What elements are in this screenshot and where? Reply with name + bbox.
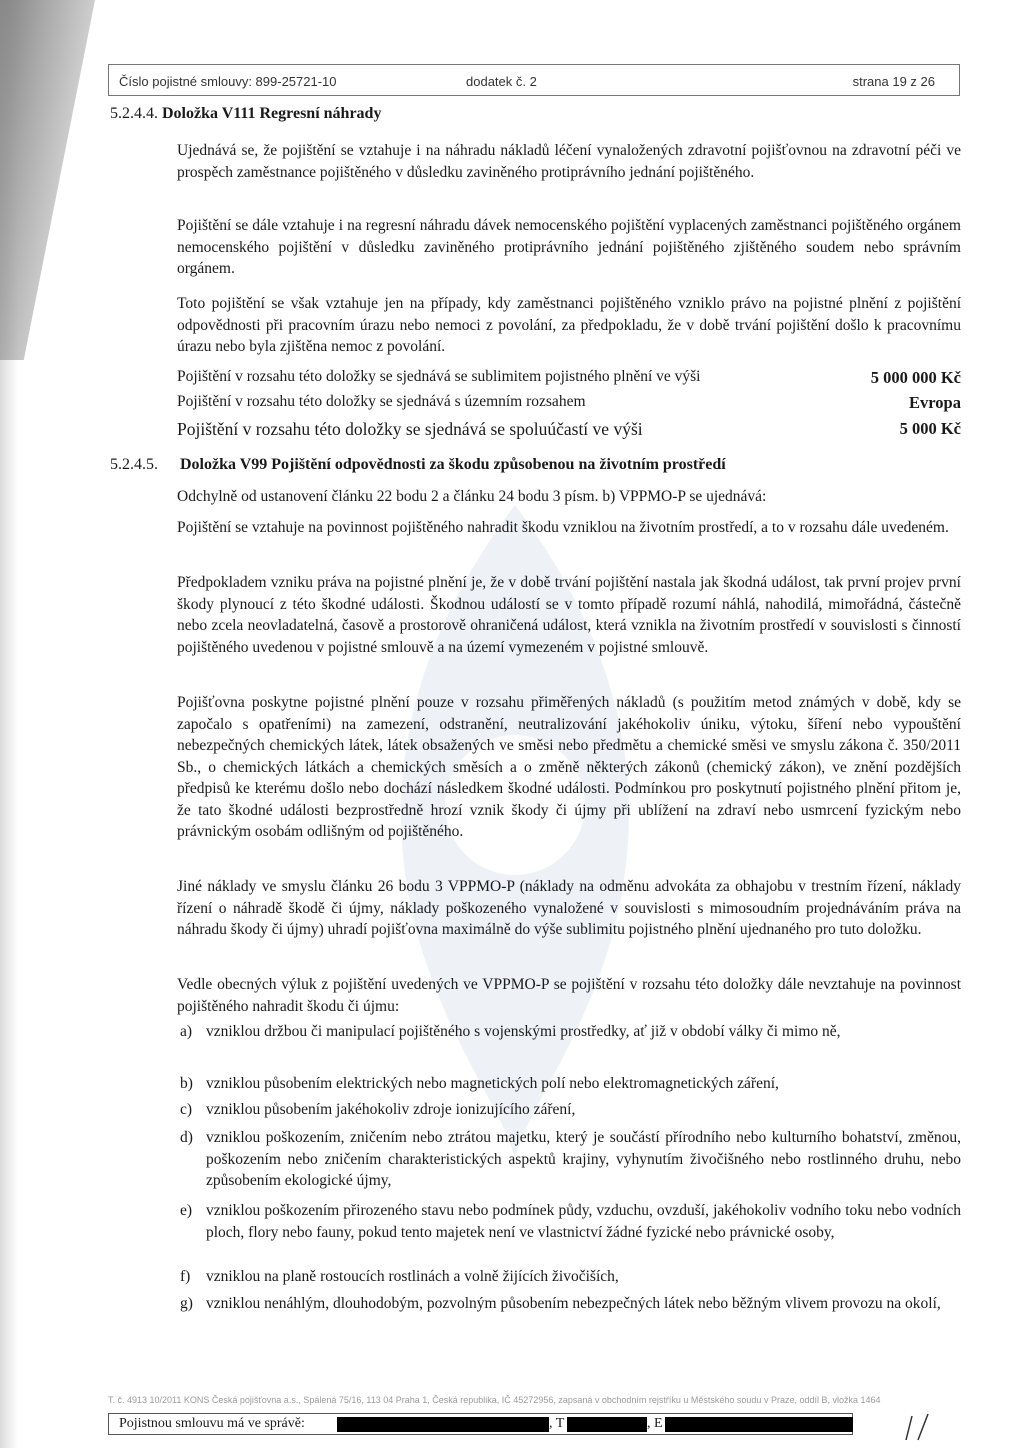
list-marker: g): [180, 1295, 193, 1312]
list-text: vzniklou působením elektrických nebo magnetických polí nebo elektromagnetických záření,: [206, 1075, 779, 1092]
list-marker: f): [180, 1268, 191, 1285]
list-marker: c): [180, 1101, 193, 1118]
phone-prefix: , T: [549, 1416, 565, 1431]
policy-manager-box: [108, 1413, 853, 1435]
page-number: strana 19 z 26: [852, 74, 935, 89]
section-title: Doložka V111 Regresní náhrady: [162, 105, 382, 122]
redacted-name: [337, 1417, 549, 1432]
redacted-phone: [567, 1417, 647, 1432]
list-marker: a): [180, 1023, 193, 1040]
list-text: vzniklou držbou či manipulací pojištěného s vojenskými prostředky, ať již v období války či mimo ně,: [206, 1023, 841, 1040]
policy-number: Číslo pojistné smlouvy: 899-25721-10: [119, 74, 337, 89]
limit-value: Evropa: [909, 393, 961, 412]
paragraph: Pojištění se vztahuje na povinnost pojištěného nahradit škodu vzniklou na životním prostředí, a to v rozsahu dále uvedeném.: [177, 519, 949, 536]
paragraph: Toto pojištění se však vztahuje jen na případy, kdy zaměstnanci pojištěného vzniklo právo na pojistné plnění z pojištění odpovědnosti při pracovním úrazu nebo nemoci z povolání, za předpokladu, že v době trvání pojištění došlo k pracovnímu úrazu nebo byla zjištěna nemoc z povolání.: [177, 295, 961, 355]
section-heading-v111: [110, 105, 381, 123]
list-marker: d): [180, 1129, 193, 1146]
list-text: vzniklou poškozením přirozeného stavu nebo podmínek půdy, vzduchu, ovzduší, jakéhokoliv vodního toku nebo vodních ploch, flory nebo fauny, pokud tento majetek není ve vlastnictví žádné fyzické nebo právnické osoby,: [206, 1202, 961, 1241]
limit-value: 5 000 Kč: [899, 419, 961, 438]
list-text: vzniklou poškozením, zničením nebo ztrátou majetku, který je součástí přírodního nebo kulturního bohatství, změnou, poškozením nebo zničením charakteristických aspektů krajiny, vyhynutím živočišného nebo rostlinného druhu, nebo způsobením ekologické újmy,: [206, 1129, 961, 1189]
limit-label: Pojištění v rozsahu této doložky se sjednává se sublimitem pojistného plnění ve výši: [177, 368, 701, 385]
section-heading-v99: [110, 456, 726, 474]
document-header: [108, 64, 960, 96]
paragraph: Ujednává se, že pojištění se vztahuje i na náhradu nákladů léčení vynaložených zdravotní pojišťovnou na zdravotní péči ve prospěch zaměstnance pojištěného v důsledku zaviněného protiprávního jednání pojištěného.: [177, 142, 961, 181]
limit-value: 5 000 000 Kč: [870, 368, 961, 387]
list-marker: b): [180, 1075, 193, 1092]
limit-label: Pojištění v rozsahu této doložky se sjednává se spoluúčastí ve výši: [177, 419, 643, 439]
paragraph: Vedle obecných výluk z pojištění uvedených ve VPPMO-P se pojištění v rozsahu této doložky dále nevztahuje na povinnost pojištěného nahradit škodu či újmu:: [177, 976, 961, 1015]
manager-label: Pojistnou smlouvu má ve správě:: [119, 1416, 305, 1431]
paragraph: Pojištění se dále vztahuje i na regresní náhradu dávek nemocenského pojištění vyplacených zaměstnanci pojištěného orgánem nemocenského pojištění v důsledku zaviněného protiprávního jednání pojištěného zjištěného soudem nebo správním orgánem.: [177, 217, 961, 277]
footer-imprint: T. č. 4913 10/2011 KONS Česká pojišťovna a.s., Spálená 75/16, 113 04 Praha 1, Česká republika, IČ 45272956, zapsaná v obchodním rejstříku u Městského soudu v Praze, oddíl B, vložka 1464: [108, 1395, 881, 1405]
list-text: vzniklou působením jakéhokoliv zdroje ionizujícího záření,: [206, 1101, 576, 1118]
section-number: 5.2.4.4.: [110, 105, 158, 122]
list-marker: e): [180, 1202, 193, 1219]
scan-edge: [0, 0, 18, 1448]
paragraph: Jiné náklady ve smyslu článku 26 bodu 3 VPPMO-P (náklady na odměnu advokáta za obhajobu v trestním řízení, náklady řízení o náhradě škodě či újmy, náklady poškozeného vynaložené v souvislosti s mimosoudním projednáváním práva na náhradu škody či újmy) uhradí pojišťovna maximálně do výše sublimitu pojistného plnění ujednaného pro tuto doložku.: [177, 878, 961, 938]
addendum-number: dodatek č. 2: [466, 74, 537, 89]
paragraph: Předpokladem vzniku práva na pojistné plnění je, že v době trvání pojištění nastala jak škodná událost, tak první projev první škody plynoucí z této škodné události. Škodnou událostí se v tomto případě rozumí náhlá, nahodilá, mimořádná, částečně nebo zcela neovladatelná, časově a prostorově ohraničená událost, která vznikla na životním prostředí v souvislosti s činností pojištěného uvedenou v pojistné smlouvě a na území vymezeném v pojistné smlouvě.: [177, 574, 961, 656]
section-number: 5.2.4.5.: [110, 456, 158, 473]
email-prefix: , E: [647, 1416, 663, 1431]
limit-label: Pojištění v rozsahu této doložky se sjednává s územním rozsahem: [177, 393, 586, 410]
signature-icon: [898, 1412, 948, 1442]
section-title: Doložka V99 Pojištění odpovědnosti za škodu způsobenou na životním prostředí: [180, 456, 726, 473]
redacted-email: [665, 1417, 853, 1432]
list-text: vzniklou na planě rostoucích rostlinách a volně žijících živočiších,: [206, 1268, 619, 1285]
paragraph: Odchylně od ustanovení článku 22 bodu 2 a článku 24 bodu 3 písm. b) VPPMO-P se ujednává:: [177, 488, 767, 505]
list-text: vzniklou nenáhlým, dlouhodobým, pozvolným působením nebezpečných látek nebo běžným vlivem provozu na okolí,: [206, 1295, 941, 1312]
paragraph: Pojišťovna poskytne pojistné plnění pouze v rozsahu přiměřených nákladů (s použitím metod známých v době, kdy se započalo s opatřeními) na zamezení, odstranění, neutralizování jakéhokoliv úniku, výtoku, šíření nebo vypouštění nebezpečných chemických látek, látek obsažených ve směsi nebo předmětu a chemické směsi ve smyslu zákona č. 350/2011 Sb., o chemických látkách a chemických směsích a o změně některých zákonů (chemický zákon), ve znění pozdějších předpisů ke kterému došlo nebo dochází následkem škodné události. Podmínkou pro poskytnutí pojistného plnění přitom je, že tato škodné události bezprostředně hrozí vznik škody či újmy při ublížení na zdraví nebo usmrcení fyzickým nebo právnickým osobám odlišným od pojištěného.: [177, 694, 961, 840]
